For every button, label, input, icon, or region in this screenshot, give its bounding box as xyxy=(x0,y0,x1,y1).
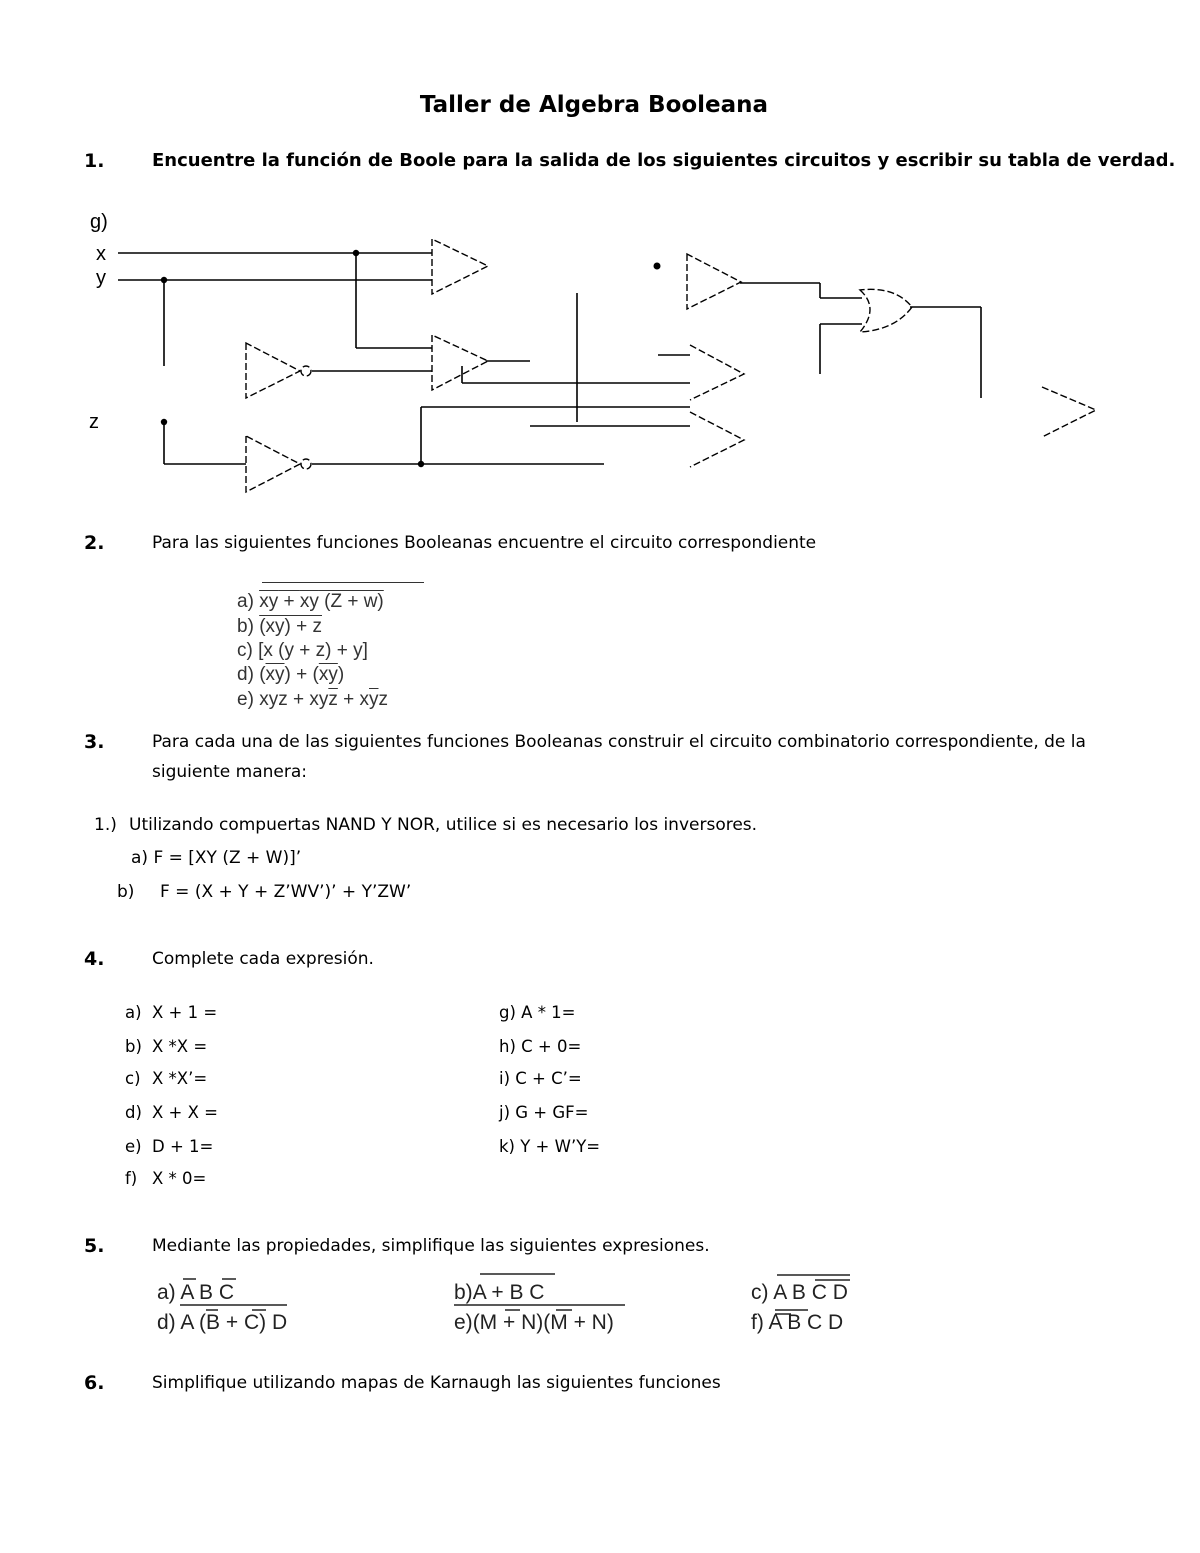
q2-func-e: e) xyz + $xy\overline{z} + x\overline{y}z$ xyxy=(237,689,388,710)
q4-number: 4. xyxy=(84,948,105,970)
q2-func-d: d) $(\overline{xy}) + (\overline{xy})$ xyxy=(237,664,345,685)
q5-number: 5. xyxy=(84,1235,105,1257)
gate-3 xyxy=(690,345,744,400)
q4-left-label-b: b) xyxy=(125,1037,142,1056)
q4-right-j: j) G + GF= xyxy=(499,1103,589,1122)
q2-number: 2. xyxy=(84,532,105,554)
page-title: Taller de Algebra Booleana xyxy=(419,92,769,118)
q4-left-expr-c: X *X’= xyxy=(152,1069,208,1088)
gate-5 xyxy=(687,254,741,309)
or-gate xyxy=(860,289,912,332)
q4-right-k: k) Y + W’Y= xyxy=(499,1137,601,1156)
q3-item-b-label: b) xyxy=(117,882,135,902)
gate-2 xyxy=(432,335,488,390)
q4-left-expr-e: D + 1= xyxy=(152,1137,214,1156)
q3-item-b: F = (X + Y + Z’WV’)’ + Y’ZW’ xyxy=(160,882,412,902)
q5-expr-c: c) A B C D xyxy=(751,1281,848,1304)
circuit-label: g) xyxy=(90,211,108,233)
q4-text: Complete cada expresión. xyxy=(152,949,374,969)
gate-6 xyxy=(1042,387,1096,437)
circuit-diagram xyxy=(0,200,1200,510)
q2-func-b: b) (xy) + z xyxy=(237,616,322,637)
q3-sub-text: Utilizando compuertas NAND Y NOR, utilice si es necesario los inversores. xyxy=(129,815,758,835)
q4-left-label-c: c) xyxy=(125,1069,141,1088)
gate-4 xyxy=(690,412,744,467)
input-x-label: x xyxy=(96,243,106,265)
q4-right-i: i) C + C’= xyxy=(499,1069,582,1088)
q2-func-a-overbar xyxy=(262,582,424,583)
q5-expr-a: a) A B C xyxy=(157,1281,235,1304)
q5-expr-e: e)(M + N)(M + N) xyxy=(454,1311,614,1334)
not-gate-2 xyxy=(246,436,300,492)
q4-right-g: g) A * 1= xyxy=(499,1003,576,1022)
q3-item-a: a) F = [XY (Z + W)]’ xyxy=(131,848,302,868)
q3-sub-label: 1.) xyxy=(94,815,117,835)
q4-left-expr-d: X + X = xyxy=(152,1103,218,1122)
not-gate-1 xyxy=(246,343,300,398)
q3-number: 3. xyxy=(84,731,105,753)
gate-1 xyxy=(432,239,488,294)
q4-left-label-a: a) xyxy=(125,1003,142,1022)
q6-text: Simplifique utilizando mapas de Karnaugh las siguientes funciones xyxy=(152,1373,721,1393)
input-z-label: z xyxy=(89,411,99,433)
q4-left-expr-a: X + 1 = xyxy=(152,1003,218,1022)
q5-overbars xyxy=(0,1270,1200,1340)
q1-text: Encuentre la función de Boole para la salida de los siguientes circuitos y escribir su tabla de verdad. xyxy=(152,150,1176,171)
input-y-label: y xyxy=(96,267,106,289)
q3-text-line1: Para cada una de las siguientes funciones Booleanas construir el circuito combinatorio correspondiente, de la xyxy=(152,732,1086,752)
q5-expr-b: b)A + B C xyxy=(454,1281,545,1304)
q4-left-expr-b: X *X = xyxy=(152,1037,208,1056)
q2-func-a: a) xy + xy (Z + w) xyxy=(237,591,384,612)
q4-left-label-f: f) xyxy=(125,1169,138,1188)
q5-expr-f: f) A B C D xyxy=(751,1311,844,1334)
q4-left-expr-f: X * 0= xyxy=(152,1169,207,1188)
q5-text: Mediante las propiedades, simplifique las siguientes expresiones. xyxy=(152,1236,710,1256)
q4-left-label-e: e) xyxy=(125,1137,142,1156)
q5-expr-d: d) A (B + C) D xyxy=(157,1311,288,1334)
q2-func-c: c) [x (y + z) + y] xyxy=(237,640,368,661)
q6-number: 6. xyxy=(84,1372,105,1394)
q3-text-line2: siguiente manera: xyxy=(152,762,307,782)
q2-text: Para las siguientes funciones Booleanas encuentre el circuito correspondiente xyxy=(152,533,817,553)
q4-right-h: h) C + 0= xyxy=(499,1037,582,1056)
q4-left-label-d: d) xyxy=(125,1103,142,1122)
q1-number: 1. xyxy=(84,150,105,172)
